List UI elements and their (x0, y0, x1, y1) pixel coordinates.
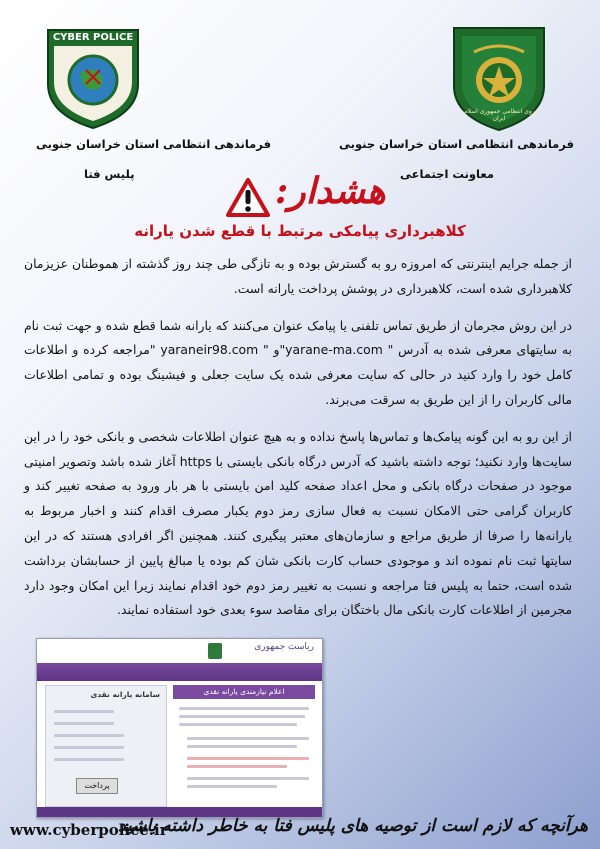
footer-motto: هرآنچه که لازم است از توصیه های پلیس فتا به خاطر داشته باشید (118, 816, 588, 836)
paragraph: از این رو به این گونه پیامک‌ها و تماس‌ها پاسخ نداده و به هیچ عنوان اطلاعات شخصی و بانکی خود را در این سایت‌ها وارد نکنید؛ توجه داشته باشید که آدرس درگاه بانکی بایستی با https آغاز شده باشد وتصویر امنیتی موجود در صفحات درگاه بانکی و محل اعداد صفحه کلید امن بایستی با هر بار ورود به صفحه تغییر کند و کاربران گرامی حتی الامکان نسبت به فعال سازی رمز دوم یکبار مصرف اقدام کنند و اخبار مربوط به یارانه‌ها را صرفا از طریق مراجع و سازمان‌های معتبر پیگیری کنند. همچنین اگر افرادی هستند که در این سایتها ثبت نام نموده اند و موجودی حساب کارت بانکی شان کم بوده یا مبالغ پایین از حسابشان برداشت شده است، حتما به پلیس فتا مراجعه و نسبت به تغییر رمز دوم خود اقدام نمایند زیرا این امکان وجود دارد مجرمین از اطلاعات کارت بانکی مال باختگان برای مقاصد سوء بعدی خود استفاده نمایند. (24, 428, 572, 618)
footer-website-link[interactable]: www.cyberpolice.ir (10, 821, 168, 839)
screenshot-content (173, 685, 315, 805)
paragraph: از جمله جرایم اینترنتی که امروزه رو به گسترش بوده و به تازگی طی چند روز گذشته از هموطنان عزیزمان کلاهبرداری شده است، کلاهبرداری در پوشش پرداخت یارانه است. (24, 256, 572, 296)
screenshot-login-panel (45, 685, 167, 807)
badge-caption: CYBER POLICE (52, 32, 134, 43)
warning-title: هشدار: (275, 170, 386, 212)
left-unit-title: پلیس فتا (84, 167, 135, 181)
screenshot-header (37, 639, 322, 663)
right-unit-title: معاونت اجتماعی (399, 167, 494, 181)
warning-triangle-icon (226, 178, 268, 216)
paragraph: در این روش مجرمان از طریق تماس تلفنی یا پیامک عنوان می‌کنند که یارانه شما قطع شده و جهت ثبت نام به سایتهای معرفی شده به آدرس " yarane-ma.com"و " yaraneir98.com "مراجعه کرده و اطلاعات کامل خود را وارد کنید در حالی که سایت معرفی شده یک سایت جعلی و فیشینگ بوده و تمامی اطلاعات مالی کاربران را از این طریق به سرقت می‌برند. (24, 317, 572, 407)
right-org-title: فرماندهی انتظامی استان خراسان جنوبی (339, 137, 574, 151)
left-org-title: فرماندهی انتظامی استان خراسان جنوبی (36, 137, 271, 151)
cyber-police-logo (38, 22, 148, 132)
screenshot-submit-button: پرداخت (76, 778, 118, 794)
badge-caption: نیروی انتظامی جمهوری اسلامی ایران (459, 108, 539, 122)
warning-subtitle: کلاهبرداری پیامکی مرتبط با قطع شدن یارانه (134, 222, 466, 240)
screenshot-panel-title: سامانه یارانه نقدی (90, 690, 160, 699)
screenshot-logo: ریاست جمهوری (254, 642, 314, 652)
screenshot-nav (37, 663, 322, 681)
screenshot-banner: اعلام نیازمندی یارانه نقدی (173, 685, 315, 699)
emblem-icon (208, 643, 222, 659)
police-emblem-logo (444, 22, 554, 132)
phishing-site-screenshot (36, 638, 323, 818)
article-body (24, 252, 572, 635)
